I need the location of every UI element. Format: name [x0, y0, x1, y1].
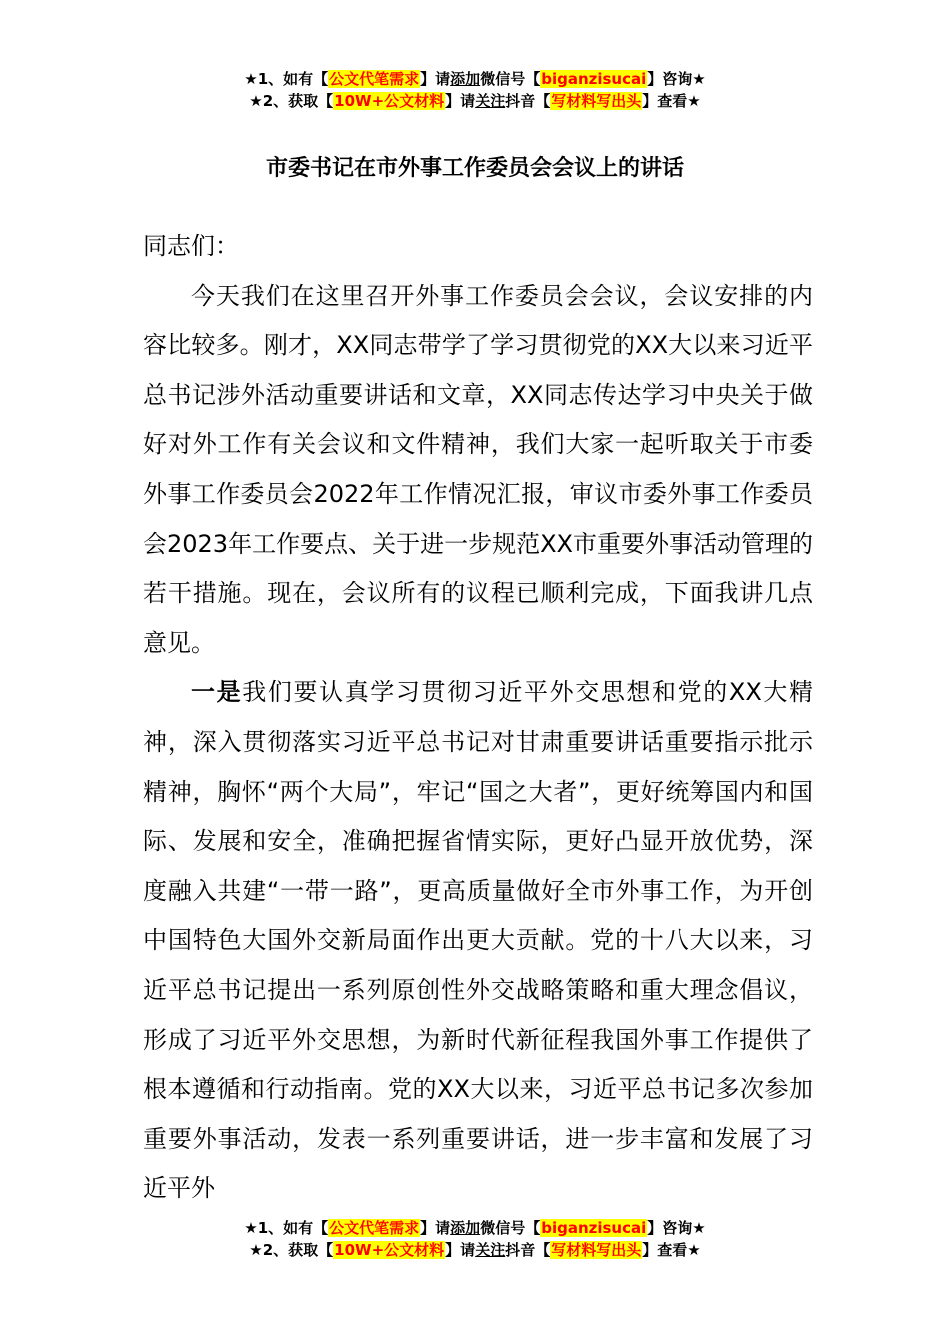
highlight-service: 公文代笔需求 — [329, 1219, 420, 1237]
star-icon: ★ — [244, 70, 258, 88]
banner-text: 抖音【 — [505, 1241, 551, 1259]
banner-text: 】请 — [420, 1219, 451, 1237]
highlight-wechat-id: biganzisucai — [541, 70, 647, 88]
star-icon: ★ — [687, 92, 701, 110]
document-body — [143, 222, 813, 1214]
banner-text: 】请 — [445, 92, 476, 110]
paragraph-point-one — [143, 668, 813, 1214]
footer-banner — [0, 1217, 950, 1261]
star-icon: ★ — [249, 1241, 263, 1259]
document-title: 市委书记在市外事工作委员会会议上的讲话 — [265, 156, 684, 181]
highlight-douyin: 写材料写出头 — [551, 1241, 642, 1259]
highlight-service: 公文代笔需求 — [329, 70, 420, 88]
banner-text: 微信号【 — [480, 1219, 541, 1237]
underlined-word: 关注 — [475, 1241, 506, 1259]
banner-text: 】请 — [420, 70, 451, 88]
highlight-materials: 10W+公文材料 — [334, 1241, 445, 1259]
star-icon: ★ — [692, 1219, 706, 1237]
point-text: 我们要认真学习贯彻习近平外交思想和党的XX大精神，深入贯彻落实习近平总书记对甘肃重要讲话重要指示批示精神，胸怀“两个大局”，牢记“国之大者”，更好统筹国内和国际、发展和安全，准确把握省情实际，更好凸显开放优势，深度融入共建“一带一路”，更高质量做好全市外事工作，为开创中国特色大国外交新局面作出更大贡献。党的十八大以来，习近平总书记提出一系列原创性外交战略策略和重大理念倡议，形成了习近平外交思想，为新时代新征程我国外事工作提供了根本遵循和行动指南。党的XX大以来，习近平总书记多次参加重要外事活动，发表一系列重要讲话，进一步丰富和发展了习近平外 — [143, 678, 813, 1203]
banner-text: 】咨询 — [647, 70, 693, 88]
banner-text: 1、如有【 — [257, 70, 329, 88]
banner-text: 2、获取【 — [262, 92, 334, 110]
point-lead: 一是 — [191, 678, 243, 707]
banner-text: 】查看 — [642, 1241, 688, 1259]
banner-text: 】请 — [445, 1241, 476, 1259]
highlight-materials: 10W+公文材料 — [334, 92, 445, 110]
underlined-word: 添加 — [450, 70, 481, 88]
banner-line-1 — [0, 1217, 950, 1239]
banner-line-2 — [0, 90, 950, 112]
header-banner — [0, 68, 950, 112]
banner-text: 2、获取【 — [262, 1241, 334, 1259]
banner-line-1 — [0, 68, 950, 90]
star-icon: ★ — [249, 92, 263, 110]
paragraph-intro: 今天我们在这里召开外事工作委员会会议，会议安排的内容比较多。刚才，XX同志带学了学习贯彻党的XX大以来习近平总书记涉外活动重要讲话和文章，XX同志传达学习中央关于做好对外工作有关会议和文件精神，我们大家一起听取关于市委外事工作委员会2022年工作情况汇报，审议市委外事工作委员会2023年工作要点、关于进一步规范XX市重要外事活动管理的若干措施。现在，会议所有的议程已顺利完成，下面我讲几点意见。 — [143, 281, 813, 657]
highlight-wechat-id: biganzisucai — [541, 1219, 647, 1237]
banner-text: 】咨询 — [647, 1219, 693, 1237]
star-icon: ★ — [692, 70, 706, 88]
banner-text: 1、如有【 — [257, 1219, 329, 1237]
star-icon: ★ — [687, 1241, 701, 1259]
underlined-word: 关注 — [475, 92, 506, 110]
highlight-douyin: 写材料写出头 — [551, 92, 642, 110]
banner-text: 微信号【 — [480, 70, 541, 88]
banner-text: 】查看 — [642, 92, 688, 110]
banner-text: 抖音【 — [505, 92, 551, 110]
underlined-word: 添加 — [450, 1219, 481, 1237]
banner-line-2 — [0, 1239, 950, 1261]
salutation: 同志们： — [143, 232, 239, 260]
star-icon: ★ — [244, 1219, 258, 1237]
